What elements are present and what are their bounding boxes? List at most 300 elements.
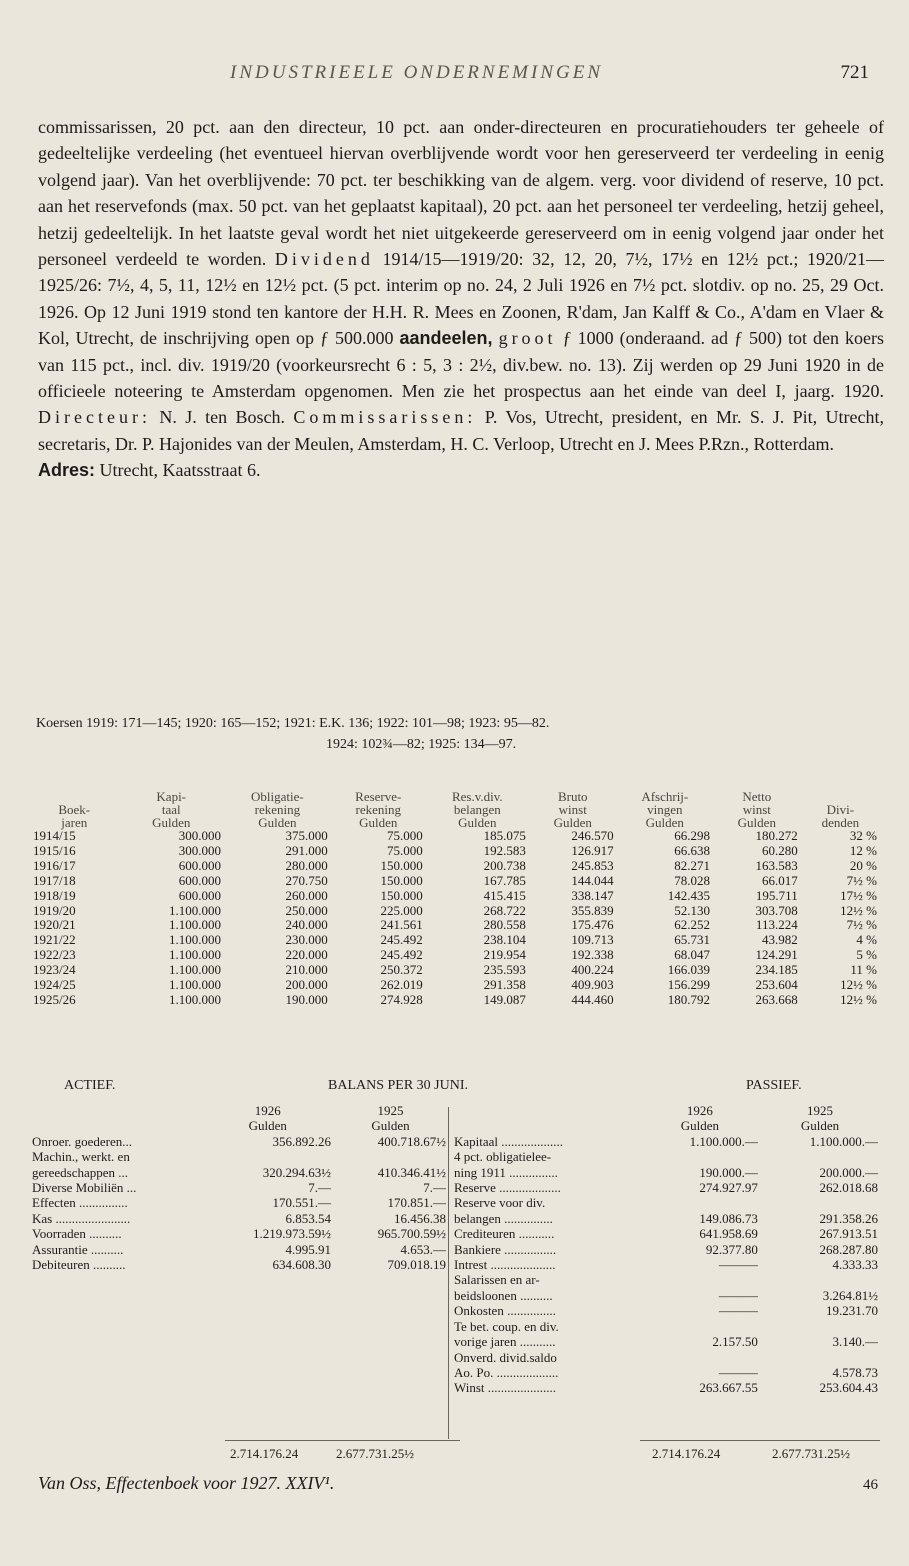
table-cell: 1.100.000 (168, 917, 221, 933)
asset-item-label: Assurantie .......... (32, 1241, 124, 1257)
asset-item-value: 1.219.973.59½ (252, 1226, 331, 1242)
page-number: 721 (840, 62, 869, 83)
liability-item-value: 4.333.33 (832, 1257, 878, 1273)
table-row (30, 948, 880, 963)
asset-item-value: 4.995.91 (285, 1241, 331, 1257)
table-cell: 1925/26 (33, 991, 76, 1007)
asset-row (30, 1165, 448, 1180)
table-row (30, 978, 880, 993)
liability-row (452, 1211, 880, 1226)
balance-title: BALANS PER 30 JUNI. (328, 1078, 469, 1093)
table-cell: 245.853 (571, 857, 614, 873)
actief-label: ACTIEF. (64, 1078, 116, 1093)
table-cell: 300.000 (178, 842, 221, 858)
asset-item-label: Debiteuren .......... (32, 1257, 126, 1273)
balance-liabilities (452, 1103, 880, 1396)
commissarissen-label: Commissarissen: (293, 407, 477, 428)
share-prices (36, 713, 876, 755)
total-passief-1926: 2.714.176.24 (652, 1446, 721, 1461)
table-cell: 124.291 (755, 947, 798, 963)
column-header-line: Gulden (359, 815, 398, 830)
table-cell: 300.000 (178, 828, 221, 843)
table-cell: 17½ % (840, 887, 877, 903)
table-cell: 12½ % (840, 902, 877, 918)
liability-item-value: 268.287.80 (819, 1241, 878, 1257)
liability-item-value (760, 1195, 880, 1210)
column-header-line: Obligatie- (251, 789, 304, 804)
liability-item-value: 3.140.— (832, 1334, 878, 1350)
table-cell: 166.039 (667, 962, 710, 978)
table-row (30, 889, 880, 904)
asset-item-value: 7.— (308, 1180, 331, 1196)
asset-item-value: 400.718.67½ (377, 1133, 446, 1149)
column-header (617, 790, 713, 829)
asset-item-value (202, 1149, 333, 1164)
column-header-line: rekening (355, 802, 401, 817)
liability-item-value (640, 1319, 760, 1334)
table-cell: 65.731 (674, 932, 710, 948)
commissarissen-text: P. Vos, Utrecht, president, en Mr. S. J. Pit, Utrecht, secretaris, Dr. P. Hajonides van der Meulen, Amsterdam, H. C. Verloop, Utrecht en J. Mees P.Rzn., Rotterdam. (38, 407, 885, 454)
table-row (30, 918, 880, 933)
liability-item-label: beidsloonen .......... (454, 1287, 553, 1303)
aandeelen-label: aandeelen, (399, 328, 493, 349)
column-header (331, 790, 426, 829)
column-header-line: Netto (742, 789, 772, 804)
column-header-line: Res.v.div. (451, 789, 503, 804)
asset-row (30, 1226, 448, 1241)
table-cell: 20 % (849, 857, 877, 873)
table-cell: 66.017 (761, 872, 798, 888)
table-cell: 11 % (850, 962, 877, 978)
liability-item-value: 190.000.— (699, 1164, 758, 1180)
liability-item-value: ——— (718, 1257, 758, 1273)
table-row (30, 829, 880, 844)
table-cell: 190.000 (285, 991, 328, 1007)
running-title: INDUSTRIEELE ONDERNEMINGEN (230, 62, 604, 83)
table-cell: 338.147 (571, 887, 614, 903)
liab-year-1925: 1925 (806, 1103, 833, 1118)
table-cell: 400.224 (571, 962, 614, 978)
table-header-row (30, 790, 880, 829)
table-cell: 4 % (856, 932, 877, 948)
table-cell: 303.708 (755, 902, 798, 918)
dividend-text: 1914/15—1919/20: 32, 12, 20, 7½, 17½ en 12½ pct.; 1920/21—1925/26: 7½, 4, 5, 11, 12½ en 12½ pct. (5 pct. interim op no. 24, 2 Juli 1926 en 7½ pct. slotdiv. op no. 25, 29 Oct. 1926. Op 12 Juni 1919 stond ten kantore der H.H. R. Mees en Zoonen, R'dam, Jan Kalff & Co., A'dam en Vlaer & Kol, Utrecht, de inschrijving open op ƒ 500.000 (38, 249, 885, 349)
asset-item-value: 170.551.— (272, 1195, 331, 1211)
table-cell: 291.000 (285, 842, 328, 858)
table-cell: 149.087 (483, 991, 526, 1007)
table-cell: 253.604 (755, 977, 798, 993)
table-cell: 32 % (849, 828, 877, 843)
liability-row (452, 1257, 880, 1272)
table-cell: 12½ % (840, 977, 877, 993)
page-footer (38, 1473, 878, 1494)
table-cell: 113.224 (755, 917, 798, 933)
column-header-line: taal (161, 802, 181, 817)
company-description (38, 114, 884, 484)
asset-item-value: 356.892.26 (272, 1133, 331, 1149)
asset-item-value: 320.294.63½ (262, 1164, 331, 1180)
table-cell: 250.372 (380, 962, 423, 978)
table-cell: 5 % (856, 947, 877, 963)
liability-item-label: Reserve ................... (454, 1180, 561, 1196)
table-cell: 180.792 (667, 991, 710, 1007)
adres-text: Utrecht, Kaatsstraat 6. (99, 460, 261, 481)
liability-item-value: 253.604.43 (819, 1380, 878, 1396)
liability-item-value: 641.958.69 (699, 1226, 758, 1242)
table-cell: 60.280 (761, 842, 798, 858)
asset-row (30, 1180, 448, 1195)
table-cell: 375.000 (285, 828, 328, 843)
table-cell: 240.000 (285, 917, 328, 933)
liability-item-label: vorige jaren ........... (454, 1334, 556, 1350)
liability-item-label: Kapitaal ................... (454, 1133, 564, 1149)
assets-total-rule (225, 1440, 460, 1441)
liability-item-value (640, 1350, 760, 1365)
table-cell: 150.000 (380, 872, 423, 888)
liability-item-value (760, 1319, 880, 1334)
liability-item-value: 291.358.26 (819, 1210, 878, 1226)
table-row (30, 859, 880, 874)
liability-item-label: Bankiere ................ (454, 1241, 557, 1257)
liability-item-label: Onkosten ............... (454, 1303, 556, 1319)
table-cell: 245.492 (380, 932, 423, 948)
column-header-line: Boek- (58, 802, 91, 817)
liability-item-value: 149.086.73 (699, 1210, 758, 1226)
liability-item-value (640, 1195, 760, 1210)
financial-history-table (30, 790, 880, 1008)
liability-row (452, 1242, 880, 1257)
asset-item-value: 634.608.30 (272, 1257, 331, 1273)
groot-label: groot (498, 328, 557, 349)
table-cell: 260.000 (285, 887, 328, 903)
table-cell: 192.583 (483, 842, 526, 858)
asset-row (30, 1134, 448, 1149)
asset-item-value: 6.853.54 (285, 1210, 331, 1226)
table-cell: 126.917 (571, 842, 614, 858)
liability-row (452, 1319, 880, 1334)
table-cell: 1915/16 (33, 842, 76, 858)
liability-row (452, 1195, 880, 1210)
liab-unit-row (452, 1118, 880, 1133)
column-header-line: belangen (453, 802, 501, 817)
liability-item-value: 3.264.81½ (822, 1287, 878, 1303)
column-header-line: Gulden (737, 815, 776, 830)
table-row (30, 844, 880, 859)
liability-item-value (760, 1272, 880, 1287)
table-cell: 234.185 (755, 962, 798, 978)
column-header-line: Bruto (557, 789, 588, 804)
table-body (30, 829, 880, 1008)
asset-row (30, 1195, 448, 1210)
liab-year-1926: 1926 (686, 1103, 713, 1118)
column-header-line: vingen (647, 802, 683, 817)
adres-label: Adres: (38, 460, 96, 481)
liability-item-value: 200.000.— (819, 1164, 878, 1180)
liability-row (452, 1288, 880, 1303)
table-cell: 1.100.000 (168, 991, 221, 1007)
assets-year-1926: 1926 (254, 1103, 281, 1118)
table-cell: 1919/20 (33, 902, 76, 918)
liab-year-row (452, 1103, 880, 1118)
asset-item-label: gereedschappen ... (32, 1164, 129, 1180)
liab-total-rule (640, 1440, 880, 1441)
asset-item-value: 709.018.19 (387, 1257, 446, 1273)
liab-unit-1925: Gulden (800, 1118, 840, 1134)
asset-item-value: 170.851.— (387, 1195, 446, 1211)
column-header-line: Gulden (458, 815, 497, 830)
liability-item-value: 1.100.000.— (689, 1133, 758, 1149)
balance-divider (448, 1107, 449, 1439)
table-row (30, 904, 880, 919)
assets-unit-row (30, 1118, 448, 1133)
liab-rows (452, 1134, 880, 1396)
table-cell: 220.000 (285, 947, 328, 963)
table-cell: 109.713 (571, 932, 614, 948)
table-cell: 66.298 (674, 828, 710, 843)
liability-item-value: 263.667.55 (699, 1380, 758, 1396)
assets-unit-1925: Gulden (371, 1118, 410, 1134)
liability-item-value: 4.578.73 (832, 1364, 878, 1380)
column-header-line: Divi- (826, 802, 855, 817)
column-header (801, 790, 880, 829)
table-cell: 144.044 (571, 872, 614, 888)
column-header (713, 790, 801, 829)
table-cell: 280.000 (285, 857, 328, 873)
asset-item-value: 4.653.— (400, 1241, 446, 1257)
table-cell: 280.558 (483, 917, 526, 933)
liability-item-label: Reserve voor div. (454, 1195, 546, 1211)
liability-row (452, 1303, 880, 1318)
table-cell: 7½ % (846, 872, 877, 888)
liability-item-label: Winst ..................... (454, 1380, 557, 1396)
table-row (30, 963, 880, 978)
liability-item-value (760, 1350, 880, 1365)
table-cell: 150.000 (380, 887, 423, 903)
table-cell: 192.338 (571, 947, 614, 963)
column-header-line: Gulden (258, 815, 297, 830)
liab-unit-1926: Gulden (680, 1118, 720, 1134)
liability-item-label: Salarissen en ar- (454, 1272, 540, 1288)
liability-row (452, 1165, 880, 1180)
liability-item-value: ——— (718, 1303, 758, 1319)
asset-item-value: 410.346.41½ (377, 1164, 446, 1180)
total-actief-1925: 2.677.731.25½ (336, 1446, 414, 1461)
table-cell: 150.000 (380, 857, 423, 873)
table-cell: 274.928 (380, 991, 423, 1007)
signature-mark: 46 (863, 1477, 878, 1493)
liability-row (452, 1350, 880, 1365)
assets-unit-1926: Gulden (248, 1118, 287, 1134)
directeur-text: N. J. ten Bosch. (159, 407, 285, 428)
table-cell: 62.252 (674, 917, 710, 933)
passief-label: PASSIEF. (746, 1078, 802, 1093)
issue-text: ƒ 1000 (onderaand. ad ƒ 500) tot den koers van 115 pct., incl. div. 1919/20 (voorkeursrecht 6 : 5, 3 : 2½, div.bew. no. 13). Zij werden op 29 Juni 1920 in de officieele noteering te Amsterdam opgenomen. Men zie het prospectus aan het einde van deel I, jaarg. 1920. (38, 328, 885, 402)
liability-item-label: Ao. Po. ................... (454, 1364, 559, 1380)
table-cell: 200.738 (483, 857, 526, 873)
table-cell: 12 % (849, 842, 877, 858)
table-cell: 444.460 (571, 991, 614, 1007)
table-row (30, 933, 880, 948)
asset-item-label: Kas ....................... (32, 1210, 131, 1226)
liability-item-value (640, 1149, 760, 1164)
asset-row (30, 1242, 448, 1257)
table-cell: 1.100.000 (168, 947, 221, 963)
liability-item-value: ——— (718, 1287, 758, 1303)
column-header-line: jaren (61, 815, 88, 830)
table-cell: 68.047 (674, 947, 710, 963)
table-cell: 268.722 (483, 902, 526, 918)
liability-item-value (640, 1272, 760, 1287)
table-cell: 270.750 (285, 872, 328, 888)
table-cell: 66.638 (674, 842, 710, 858)
table-cell: 1923/24 (33, 962, 76, 978)
table-cell: 355.839 (571, 902, 614, 918)
column-header-line: winst (558, 802, 587, 817)
total-actief-1926: 2.714.176.24 (230, 1446, 299, 1461)
table-cell: 163.583 (755, 857, 798, 873)
table-cell: 75.000 (387, 828, 423, 843)
table-cell: 142.435 (667, 887, 710, 903)
table-cell: 175.476 (571, 917, 614, 933)
liability-row (452, 1272, 880, 1287)
column-header-line: Gulden (645, 815, 684, 830)
table-cell: 235.593 (483, 962, 526, 978)
table-cell: 241.561 (380, 917, 423, 933)
table-cell: 230.000 (285, 932, 328, 948)
table-cell: 1.100.000 (168, 902, 221, 918)
table-cell: 1.100.000 (168, 977, 221, 993)
table-cell: 195.711 (755, 887, 798, 903)
table-cell: 82.271 (674, 857, 710, 873)
column-header-line: Reserve- (355, 789, 402, 804)
table-cell: 600.000 (178, 857, 221, 873)
table-cell: 600.000 (178, 872, 221, 888)
asset-item-value: 7.— (423, 1180, 446, 1196)
table-cell: 262.019 (380, 977, 423, 993)
table-cell: 75.000 (387, 842, 423, 858)
liability-item-value: 19.231.70 (826, 1303, 878, 1319)
liability-row (452, 1365, 880, 1380)
page-header (0, 62, 909, 88)
liability-row (452, 1380, 880, 1395)
liability-item-label: 4 pct. obligatielee- (454, 1149, 552, 1165)
liability-item-label: Te bet. coup. en div. (454, 1318, 559, 1334)
table-cell: 1924/25 (33, 977, 76, 993)
table-cell: 1917/18 (33, 872, 76, 888)
koersen-line-1: Koersen 1919: 171—145; 1920: 165—152; 1921: E.K. 136; 1922: 101—98; 1923: 95—82. (36, 716, 550, 731)
table-cell: 409.903 (571, 977, 614, 993)
table-cell: 210.000 (285, 962, 328, 978)
column-header (30, 790, 118, 829)
liability-item-label: Crediteuren ........... (454, 1226, 555, 1242)
table-cell: 219.954 (483, 947, 526, 963)
liability-item-value: 262.018.68 (819, 1180, 878, 1196)
table-cell: 1918/19 (33, 887, 76, 903)
column-header-line: Gulden (152, 815, 191, 830)
liability-item-label: Intrest .................... (454, 1257, 556, 1273)
liability-item-label: belangen ............... (454, 1210, 553, 1226)
table-cell: 600.000 (178, 887, 221, 903)
liability-row (452, 1226, 880, 1241)
column-header-line: Afschrij- (641, 789, 689, 804)
asset-item-label: Machin., werkt. en (32, 1149, 130, 1165)
liability-item-value: 92.377.80 (705, 1241, 758, 1257)
liability-item-label: ning 1911 ............... (454, 1164, 558, 1180)
table-cell: 78.028 (674, 872, 710, 888)
asset-item-label: Effecten ............... (32, 1195, 128, 1211)
footer-text: Van Oss, Effectenboek voor 1927. XXIV¹. (38, 1473, 335, 1493)
asset-row (30, 1149, 448, 1164)
column-header (426, 790, 529, 829)
table-cell: 43.982 (761, 932, 798, 948)
liability-row (452, 1180, 880, 1195)
table-cell: 1920/21 (33, 917, 76, 933)
asset-item-label: Diverse Mobiliën ... (32, 1180, 137, 1196)
total-passief-1925: 2.677.731.25½ (772, 1446, 850, 1461)
table-cell: 156.299 (667, 977, 710, 993)
table-cell: 225.000 (380, 902, 423, 918)
asset-item-value: 16.456.38 (394, 1210, 446, 1226)
asset-row (30, 1211, 448, 1226)
table-cell: 7½ % (846, 917, 877, 933)
table-cell: 246.570 (571, 828, 614, 843)
column-header-line: winst (742, 802, 771, 817)
assets-year-row (30, 1103, 448, 1118)
directeur-label: Directeur: (38, 407, 151, 428)
liability-row (452, 1334, 880, 1349)
table-cell: 415.415 (483, 887, 526, 903)
liability-item-label: Onverd. divid.saldo (454, 1349, 557, 1365)
table-cell: 200.000 (285, 977, 328, 993)
liability-row (452, 1134, 880, 1149)
table-cell: 245.492 (380, 947, 423, 963)
table-cell: 1.100.000 (168, 932, 221, 948)
column-header-line: Kapi- (156, 789, 187, 804)
assets-year-1925: 1925 (377, 1103, 404, 1118)
column-header-line: denden (821, 815, 860, 830)
dividend-label: Dividend (274, 249, 374, 270)
asset-item-value: 965.700.59½ (377, 1226, 446, 1242)
table-cell: 1916/17 (33, 857, 76, 873)
liability-item-value: 267.913.51 (819, 1226, 878, 1242)
table-cell: 1914/15 (33, 828, 76, 843)
profit-distribution-text: commissarissen, 20 pct. aan den directeur, 10 pct. aan onder-directeuren en procuratiehouders ter geheele of gedeeltelijke verdeeling (het eventueel hiervan overblijvende wordt voor hen gereserveerd ter verdeeling in eenig volgend jaar). Van het overblijvende: 70 pct. ter beschikking van de algem. verg. voor dividend of reserve, 10 pct. aan het reservefonds (max. 50 pct. van het geplaatst kapitaal), 20 pct. aan het personeel ter verdeeling, hetzij geheel, hetzij gedeeltelijk. In het laatste geval wordt het niet uitgekeerde gereserveerd om in eenig volgend jaar onder het personeel verdeeld te worden. (38, 117, 884, 270)
asset-item-label: Voorraden .......... (32, 1226, 122, 1242)
table-cell: 291.358 (483, 977, 526, 993)
column-header (224, 790, 331, 829)
balance-assets (30, 1103, 448, 1272)
liability-item-value: ——— (718, 1364, 758, 1380)
table-cell: 167.785 (483, 872, 526, 888)
table-row (30, 874, 880, 889)
table-cell: 238.104 (483, 932, 526, 948)
table-cell: 263.668 (755, 991, 798, 1007)
liability-row (452, 1149, 880, 1164)
table-cell: 250.000 (285, 902, 328, 918)
column-header-line: Gulden (553, 815, 592, 830)
liability-item-value (760, 1149, 880, 1164)
liability-item-value: 1.100.000.— (809, 1133, 878, 1149)
table-cell: 1921/22 (33, 932, 76, 948)
table-cell: 185.075 (483, 828, 526, 843)
column-header-line: rekening (254, 802, 301, 817)
asset-row (30, 1257, 448, 1272)
table-cell: 180.272 (755, 828, 798, 843)
assets-rows (30, 1134, 448, 1273)
asset-item-label: Onroer. goederen... (32, 1133, 132, 1149)
table-cell: 1922/23 (33, 947, 76, 963)
table-cell: 1.100.000 (168, 962, 221, 978)
